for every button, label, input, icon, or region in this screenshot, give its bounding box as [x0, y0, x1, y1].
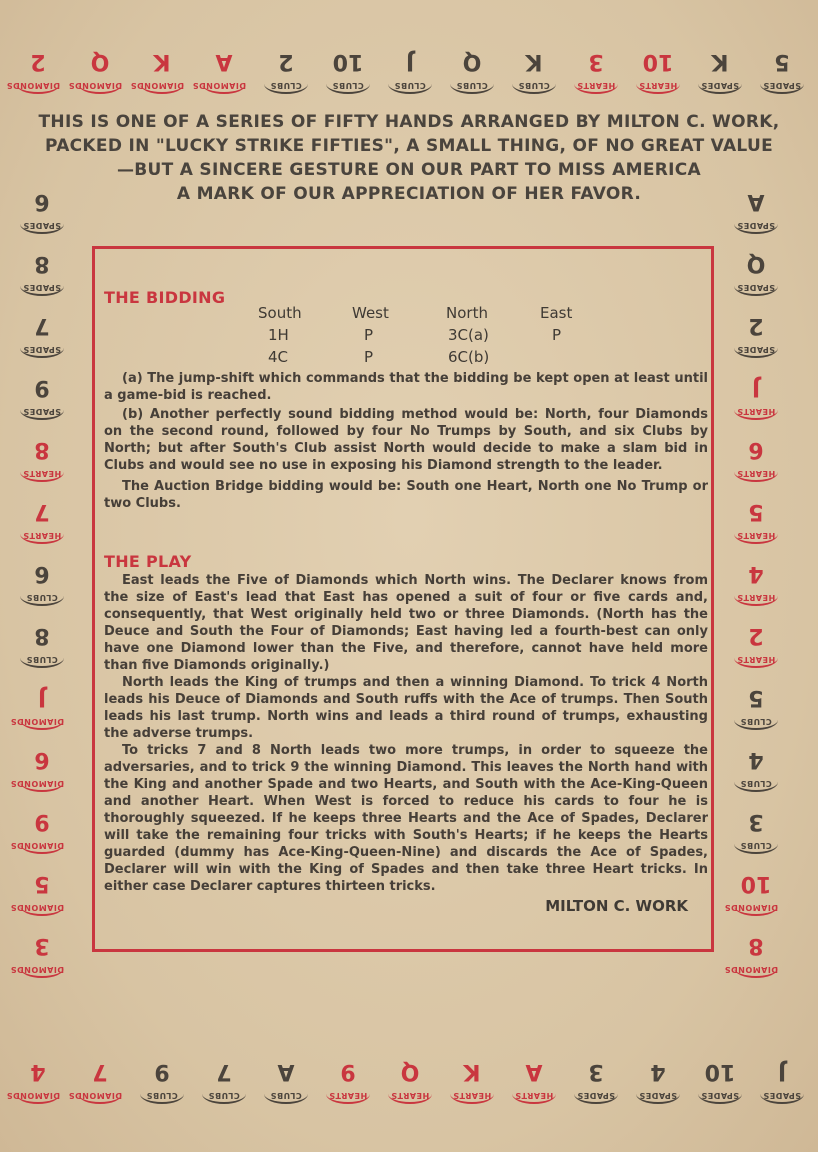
card-rank: 7: [216, 1059, 232, 1084]
playing-card: [16, 614, 68, 670]
playing-card: [10, 738, 68, 794]
playing-card: [730, 614, 782, 670]
card-rank: 7: [92, 1059, 108, 1084]
playing-card: [10, 800, 68, 856]
playing-card: [16, 242, 68, 298]
card-rank: J: [37, 685, 47, 710]
card-suit-label: CLUBS: [450, 74, 494, 94]
header-line-1: THIS IS ONE OF A SERIES OF FIFTY HANDS ARRANGED BY MILTON C. WORK,: [38, 112, 780, 132]
card-suit-label: SPADES: [760, 74, 804, 94]
card-rank: 7: [34, 313, 50, 338]
card-suit-label: CLUBS: [326, 74, 370, 94]
playing-card: [446, 1050, 498, 1106]
card-rank: K: [525, 49, 543, 74]
playing-card: [632, 40, 684, 96]
card-suit-label: HEARTS: [20, 462, 64, 482]
card-suit-label: DIAMONDS: [16, 1084, 60, 1104]
card-suit-label: SPADES: [20, 276, 64, 296]
playing-card: [16, 366, 68, 422]
playing-card: [756, 1050, 808, 1106]
card-suit-label: HEARTS: [20, 524, 64, 544]
playing-card: [570, 40, 622, 96]
card-suit-label: HEARTS: [326, 1084, 370, 1104]
playing-card: [730, 366, 782, 422]
card-suit-label: HEARTS: [734, 400, 778, 420]
card-rank: 3: [588, 1059, 604, 1084]
playing-card: [192, 40, 250, 96]
playing-card: [632, 1050, 684, 1106]
card-rank: J: [751, 375, 761, 400]
card-rank: A: [277, 1059, 295, 1084]
card-suit-label: HEARTS: [734, 524, 778, 544]
card-rank: 6: [34, 747, 50, 772]
play-text: [104, 572, 708, 915]
playing-card: [508, 40, 560, 96]
right-card-border: [724, 180, 782, 980]
card-suit-label: CLUBS: [388, 74, 432, 94]
card-rank: K: [153, 49, 171, 74]
card-suit-label: SPADES: [734, 214, 778, 234]
card-suit-label: CLUBS: [734, 834, 778, 854]
play-title: THE PLAY: [104, 552, 192, 571]
card-rank: 10: [740, 871, 772, 896]
playing-card: [730, 738, 782, 794]
playing-card: [16, 304, 68, 360]
playing-card: [730, 490, 782, 546]
card-suit-label: SPADES: [734, 276, 778, 296]
playing-card: [322, 40, 374, 96]
bidding-note-a: (a) The jump-shift which commands that the bidding be kept open at least until a game-bid is reached.: [104, 371, 708, 403]
playing-card: [10, 862, 68, 918]
bidding-note-b: (b) Another perfectly sound bidding method would be: North, four Diamonds on the second round, followed by four No Trumps by South, and six Clubs by North; but after South's Club assist North would decide to make a slam bid in Clubs and would see no use in exposing his Diamond strength to the leader.: [104, 407, 708, 473]
playing-card: [730, 800, 782, 856]
card-suit-label: DIAMONDS: [734, 896, 778, 916]
card-suit-label: DIAMONDS: [20, 896, 64, 916]
bidding-title: THE BIDDING: [104, 288, 226, 307]
playing-card: [136, 1050, 188, 1106]
playing-card: [694, 1050, 746, 1106]
card-rank: A: [215, 49, 233, 74]
playing-card: [130, 40, 188, 96]
bid-cell: 1H: [268, 326, 289, 344]
card-rank: 6: [34, 561, 50, 586]
playing-card: [730, 676, 782, 732]
top-card-border: [6, 40, 808, 96]
card-rank: 5: [34, 871, 50, 896]
playing-card: [68, 40, 126, 96]
card-rank: 9: [34, 375, 50, 400]
card-rank: 5: [748, 499, 764, 524]
playing-card: [730, 242, 782, 298]
card-rank: 2: [278, 49, 294, 74]
bid-cell: 6C(b): [448, 348, 490, 366]
card-suit-label: DIAMONDS: [20, 710, 64, 730]
playing-card: [724, 862, 782, 918]
card-suit-label: HEARTS: [734, 462, 778, 482]
card-rank: A: [525, 1059, 543, 1084]
left-card-border: [10, 180, 68, 980]
card-suit-label: DIAMONDS: [20, 772, 64, 792]
card-suit-label: SPADES: [20, 214, 64, 234]
card-suit-label: CLUBS: [264, 74, 308, 94]
card-rank: 6: [34, 189, 50, 214]
header-line-2: PACKED IN "LUCKY STRIKE FIFTIES", A SMALL THING, OF NO GREAT VALUE: [45, 136, 773, 156]
bidding-col-west: West: [352, 304, 389, 322]
signature: MILTON C. WORK: [545, 897, 688, 915]
card-rank: 6: [748, 437, 764, 462]
playing-card: [198, 1050, 250, 1106]
card-rank: 10: [704, 1059, 736, 1084]
playing-card: [10, 924, 68, 980]
card-rank: K: [711, 49, 729, 74]
card-rank: J: [405, 49, 415, 74]
card-rank: J: [777, 1059, 787, 1084]
card-suit-label: CLUBS: [264, 1084, 308, 1104]
card-rank: 5: [748, 685, 764, 710]
card-suit-label: HEARTS: [734, 648, 778, 668]
card-rank: 3: [34, 933, 50, 958]
bid-cell: [540, 346, 634, 368]
card-suit-label: HEARTS: [512, 1084, 556, 1104]
bid-cell: P: [552, 326, 562, 344]
play-paragraph-2: North leads the King of trumps and then a winning Diamond. To trick 4 North leads his Deuce of Diamonds and South ruffs with the Ace of trumps. Then South leads his last trump. North wins and leads a third round of trumps, exhausting the adverse trumps.: [104, 675, 708, 741]
card-rank: 9: [154, 1059, 170, 1084]
card-rank: 8: [34, 623, 50, 648]
bid-cell: P: [364, 326, 374, 344]
card-suit-label: SPADES: [698, 1084, 742, 1104]
bidding-header-row: [258, 302, 634, 324]
card-suit-label: DIAMONDS: [78, 1084, 122, 1104]
card-suit-label: CLUBS: [734, 772, 778, 792]
card-suit-label: DIAMONDS: [734, 958, 778, 978]
card-suit-label: SPADES: [698, 74, 742, 94]
card-rank: 10: [642, 49, 674, 74]
card-rank: 2: [30, 49, 46, 74]
bid-cell: 3C(a): [448, 326, 489, 344]
playing-card: [384, 40, 436, 96]
card-suit-label: HEARTS: [734, 586, 778, 606]
card-suit-label: SPADES: [636, 1084, 680, 1104]
playing-card: [724, 924, 782, 980]
card-rank: 9: [34, 809, 50, 834]
card-rank: 3: [588, 49, 604, 74]
card-suit-label: SPADES: [734, 338, 778, 358]
card-rank: 7: [34, 499, 50, 524]
play-paragraph-1: East leads the Five of Diamonds which North wins. The Declarer knows from the size of East's lead that East has opened a suit of four or five cards and, consequently, that West originally held two or three Diamonds. (North has the Deuce and South the Four of Diamonds; East having led a fourth-best can only have one Diamond lower than the Five, and therefore, cannot have held more than five Diamonds originally.): [104, 573, 708, 673]
card-rank: 4: [748, 747, 764, 772]
card-suit-label: CLUBS: [734, 710, 778, 730]
card-suit-label: HEARTS: [636, 74, 680, 94]
card-suit-label: DIAMONDS: [202, 74, 246, 94]
playing-card: [756, 40, 808, 96]
card-suit-label: DIAMONDS: [78, 74, 122, 94]
card-suit-label: CLUBS: [512, 74, 556, 94]
card-suit-label: SPADES: [20, 400, 64, 420]
card-rank: 10: [332, 49, 364, 74]
bidding-row: [258, 346, 634, 368]
card-suit-label: SPADES: [20, 338, 64, 358]
bidding-col-north: North: [446, 304, 488, 322]
card-rank: K: [463, 1059, 481, 1084]
playing-card: [730, 428, 782, 484]
header-line-4: A MARK OF OUR APPRECIATION OF HER FAVOR.: [176, 184, 642, 204]
playing-card: [16, 428, 68, 484]
playing-card: [6, 40, 64, 96]
play-paragraph-3: To tricks 7 and 8 North leads two more trumps, in order to squeeze the adversaries, and to trick 9 the winning Diamond. This leaves the North hand with the King and another Spade and two Hearts, and South with the Ace-King-Queen and another Heart. When West is forced to reduce his cards to four he is thoroughly squeezed. If he keeps three Hearts and the Ace of Spades, Declarer will take the remaining four tricks with South's Hearts; if he keeps the Hearts guarded (dummy has Ace-King-Queen-Nine) and discards the Ace of Spades, Declarer will win with the King of Spades and then take three Heart tricks. In either case Declarer captures thirteen tricks.: [104, 743, 708, 894]
card-rank: 4: [748, 561, 764, 586]
card-suit-label: SPADES: [760, 1084, 804, 1104]
card-suit-label: HEARTS: [450, 1084, 494, 1104]
playing-card: [260, 1050, 312, 1106]
bid-cell: P: [364, 348, 374, 366]
card-rank: Q: [746, 251, 766, 276]
card-rank: 8: [748, 933, 764, 958]
bidding-col-east: East: [540, 304, 573, 322]
header-dedication: [28, 110, 790, 206]
auction-bridge-note: The Auction Bridge bidding would be: South one Heart, North one No Trump or two Clubs.: [104, 479, 708, 511]
card-rank: 8: [34, 251, 50, 276]
bidding-row: [258, 324, 634, 346]
playing-card: [16, 490, 68, 546]
card-suit-label: CLUBS: [20, 586, 64, 606]
card-suit-label: CLUBS: [140, 1084, 184, 1104]
card-rank: A: [747, 189, 765, 214]
card-suit-label: HEARTS: [388, 1084, 432, 1104]
bid-cell: 4C: [268, 348, 289, 366]
playing-card: [730, 552, 782, 608]
card-suit-label: CLUBS: [202, 1084, 246, 1104]
playing-card: [260, 40, 312, 96]
card-rank: 5: [774, 49, 790, 74]
playing-card: [68, 1050, 126, 1106]
bidding-table: [258, 302, 634, 368]
card-rank: 2: [748, 623, 764, 648]
card-suit-label: DIAMONDS: [140, 74, 184, 94]
card-rank: Q: [462, 49, 482, 74]
card-rank: 4: [650, 1059, 666, 1084]
playing-card: [570, 1050, 622, 1106]
playing-card: [694, 40, 746, 96]
playing-card: [384, 1050, 436, 1106]
playing-card: [10, 676, 68, 732]
playing-card: [730, 304, 782, 360]
card-rank: 2: [748, 313, 764, 338]
playing-card: [6, 1050, 64, 1106]
bidding-col-south: South: [258, 304, 302, 322]
card-rank: 9: [340, 1059, 356, 1084]
card-suit-label: DIAMONDS: [20, 834, 64, 854]
bottom-card-border: [6, 1050, 808, 1106]
card-rank: 3: [748, 809, 764, 834]
card-rank: 8: [34, 437, 50, 462]
card-suit-label: HEARTS: [574, 74, 618, 94]
playing-card: [16, 552, 68, 608]
playing-card: [508, 1050, 560, 1106]
card-rank: Q: [400, 1059, 420, 1084]
playing-card: [446, 40, 498, 96]
card-rank: 4: [30, 1059, 46, 1084]
card-suit-label: DIAMONDS: [20, 958, 64, 978]
card-suit-label: DIAMONDS: [16, 74, 60, 94]
header-line-3: —BUT A SINCERE GESTURE ON OUR PART TO MISS AMERICA: [116, 160, 702, 180]
bidding-notes: [104, 370, 708, 512]
playing-card: [322, 1050, 374, 1106]
card-rank: Q: [90, 49, 110, 74]
card-suit-label: CLUBS: [20, 648, 64, 668]
card-suit-label: SPADES: [574, 1084, 618, 1104]
